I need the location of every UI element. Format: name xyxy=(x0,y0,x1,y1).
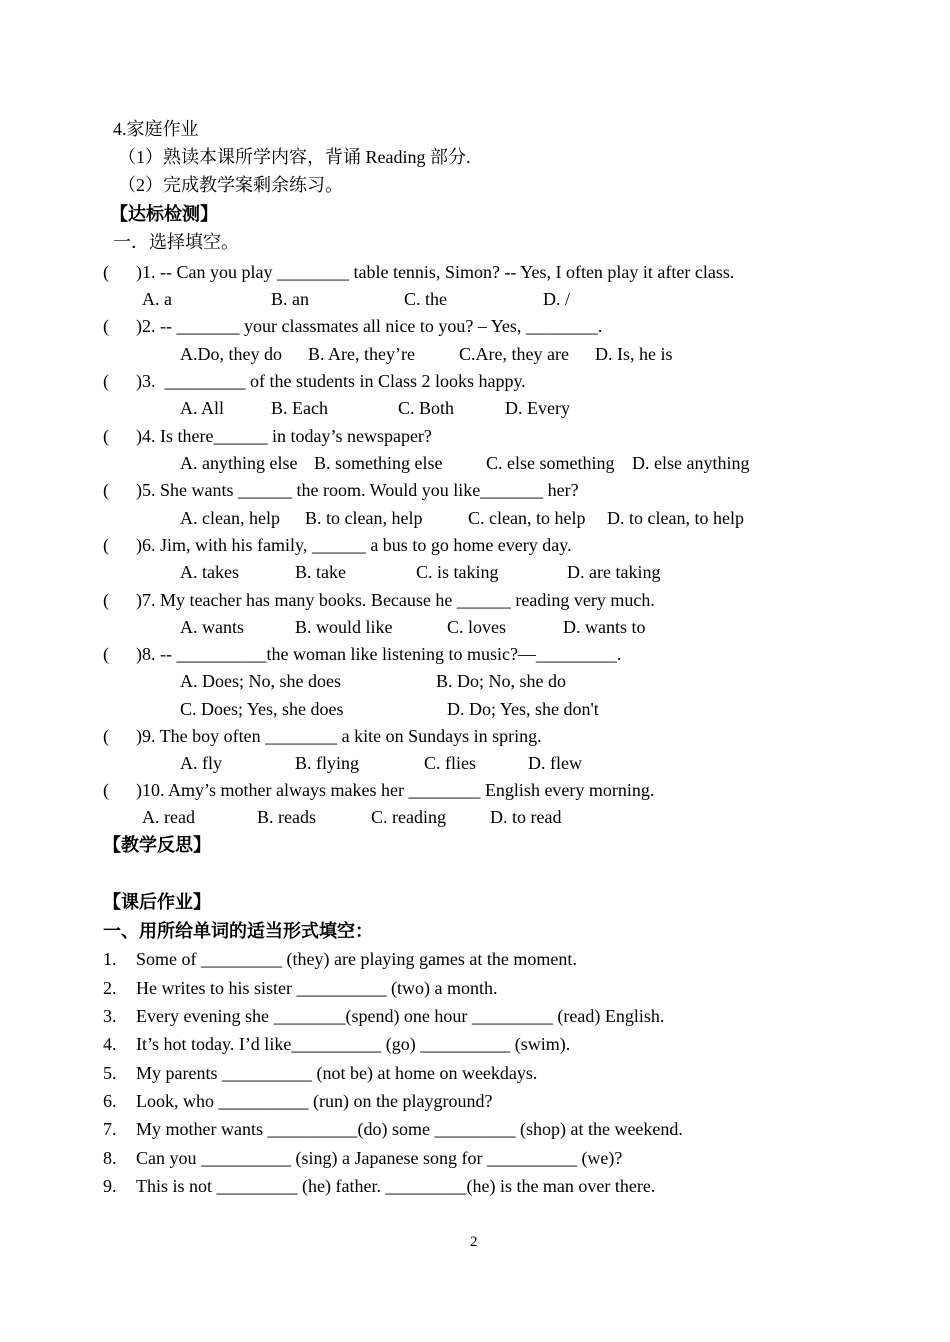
question-5-option-b: B. to clean, help xyxy=(305,508,423,528)
question-10-option-b: B. reads xyxy=(257,807,316,827)
question-6-option-d: D. are taking xyxy=(567,562,661,582)
question-5-option-a: A. clean, help xyxy=(180,508,280,528)
fill-item-text: It’s hot today. I’d like__________ (go) __________ (swim). xyxy=(136,1034,571,1054)
question-10-option-d: D. to read xyxy=(490,807,562,827)
fill-item-number: 5. xyxy=(103,1063,117,1083)
question-5-option-d: D. to clean, to help xyxy=(607,508,744,528)
question-4-option-a: A. anything else xyxy=(180,453,298,473)
question-9-option-d: D. flew xyxy=(528,753,582,773)
question-2-option-d: D. Is, he is xyxy=(595,344,673,364)
question-5-option-c: C. clean, to help xyxy=(468,508,586,528)
fill-item-number: 4. xyxy=(103,1034,117,1054)
question-4-option-b: B. something else xyxy=(314,453,443,473)
fill-item-text: Look, who __________ (run) on the playground? xyxy=(136,1091,493,1111)
question-1-option-b: B. an xyxy=(271,289,309,309)
question-8-stem: ( )8. -- __________the woman like listening to music?—_________. xyxy=(103,644,622,664)
question-6-option-b: B. take xyxy=(295,562,346,582)
question-8-option-d: D. Do; Yes, she don't xyxy=(447,699,599,719)
question-7-option-b: B. would like xyxy=(295,617,393,637)
question-4-stem: ( )4. Is there______ in today’s newspaper? xyxy=(103,426,432,446)
homework-heading: 4.家庭作业 xyxy=(113,119,199,139)
fill-item-text: My mother wants __________(do) some _________ (shop) at the weekend. xyxy=(136,1119,683,1139)
question-8-option-b: B. Do; No, she do xyxy=(436,671,566,691)
question-9-option-b: B. flying xyxy=(295,753,360,773)
fill-item-number: 1. xyxy=(103,949,117,969)
question-7-option-a: A. wants xyxy=(180,617,244,637)
question-9-option-c: C. flies xyxy=(424,753,476,773)
homework-item-2: （2）完成教学案剩余练习。 xyxy=(118,175,343,195)
question-5-stem: ( )5. She wants ______ the room. Would you like_______ her? xyxy=(103,480,579,500)
question-10-stem: ( )10. Amy’s mother always makes her ________ English every morning. xyxy=(103,780,655,800)
question-1-stem: ( )1. -- Can you play ________ table tennis, Simon? -- Yes, I often play it after class. xyxy=(103,262,735,282)
reflection-heading: 【教学反思】 xyxy=(103,835,211,855)
question-9-stem: ( )9. The boy often ________ a kite on Sundays in spring. xyxy=(103,726,542,746)
question-8-option-c: C. Does; Yes, she does xyxy=(180,699,344,719)
page-number: 2 xyxy=(470,1234,478,1250)
question-3-option-d: D. Every xyxy=(505,398,570,418)
question-4-option-c: C. else something xyxy=(486,453,615,473)
question-2-option-a: A.Do, they do xyxy=(180,344,282,364)
question-6-option-c: C. is taking xyxy=(416,562,499,582)
fill-item-number: 8. xyxy=(103,1148,117,1168)
test-heading: 【达标检测】 xyxy=(110,204,218,224)
fill-item-number: 6. xyxy=(103,1091,117,1111)
question-2-stem: ( )2. -- _______ your classmates all nice to you? – Yes, ________. xyxy=(103,316,603,336)
fill-item-text: My parents __________ (not be) at home on weekdays. xyxy=(136,1063,538,1083)
question-6-stem: ( )6. Jim, with his family, ______ a bus to go home every day. xyxy=(103,535,572,555)
question-7-stem: ( )7. My teacher has many books. Because he ______ reading very much. xyxy=(103,590,655,610)
homework-item-1: （1）熟读本课所学内容，背诵 Reading 部分. xyxy=(118,147,471,167)
question-10-option-a: A. read xyxy=(142,807,195,827)
question-3-option-b: B. Each xyxy=(271,398,328,418)
question-2-option-c: C.Are, they are xyxy=(459,344,569,364)
question-1-option-c: C. the xyxy=(404,289,447,309)
question-1-option-a: A. a xyxy=(142,289,172,309)
test-part1-title: 一．选择填空。 xyxy=(113,232,239,252)
question-6-option-a: A. takes xyxy=(180,562,239,582)
question-2-option-b: B. Are, they’re xyxy=(308,344,415,364)
after-class-heading: 【课后作业】 xyxy=(103,892,211,912)
question-7-option-d: D. wants to xyxy=(563,617,646,637)
question-7-option-c: C. loves xyxy=(447,617,507,637)
question-3-stem: ( )3. _________ of the students in Class 2 looks happy. xyxy=(103,371,526,391)
question-3-option-a: A. All xyxy=(180,398,225,418)
question-3-option-c: C. Both xyxy=(398,398,455,418)
fill-item-text: Some of _________ (they) are playing games at the moment. xyxy=(136,949,577,969)
fill-item-text: This is not _________ (he) father. _________(he) is the man over there. xyxy=(136,1176,656,1196)
fill-item-number: 9. xyxy=(103,1176,117,1196)
fill-item-number: 7. xyxy=(103,1119,117,1139)
fill-item-text: Can you __________ (sing) a Japanese song for __________ (we)? xyxy=(136,1148,623,1168)
question-9-option-a: A. fly xyxy=(180,753,222,773)
fill-item-text: Every evening she ________(spend) one hour _________ (read) English. xyxy=(136,1006,665,1026)
question-8-option-a: A. Does; No, she does xyxy=(180,671,341,691)
fill-item-number: 3. xyxy=(103,1006,117,1026)
question-10-option-c: C. reading xyxy=(371,807,446,827)
question-1-option-d: D. / xyxy=(543,289,570,309)
question-4-option-d: D. else anything xyxy=(632,453,750,473)
after-class-part1-title: 一、用所给单词的适当形式填空： xyxy=(103,921,373,941)
fill-item-text: He writes to his sister __________ (two) a month. xyxy=(136,978,498,998)
fill-item-number: 2. xyxy=(103,978,117,998)
